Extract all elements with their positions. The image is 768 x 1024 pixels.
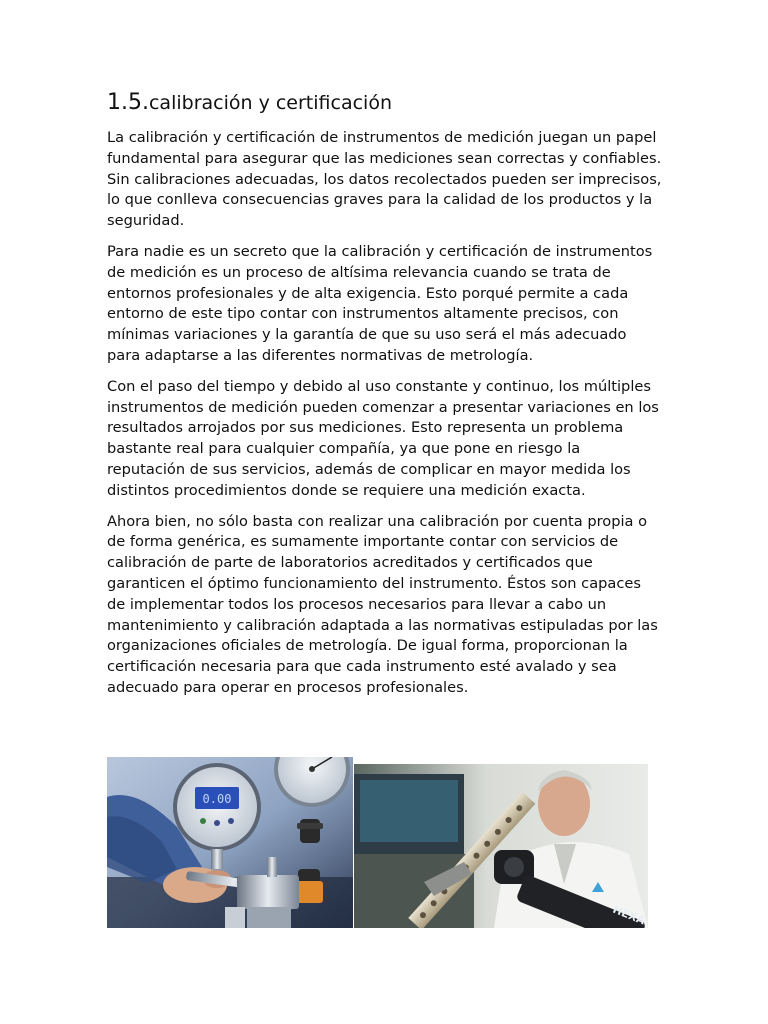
paragraph-1: La calibración y certificación de instrumentos de medición juegan un papel fundamental para asegurar que las mediciones sean correctas y confiables. Sin calibraciones adecuadas, los datos recolectados pueden ser imprecisos, lo que conlleva consecuencias graves para la calidad de los productos y la seguridad.: [107, 129, 662, 230]
paragraph-2: Para nadie es un secreto que la calibración y certificación de instrumentos de medición es un proceso de altísima relevancia cuando se trata de entornos profesionales y de alta exigencia. Esto porqué permite a cada entorno de este tipo contar con instrumentos altamente precisos, con mínimas variaciones y la garantía de que su uso será el más adecuado para adaptarse a las diferentes normativas de metrología.: [107, 242, 653, 364]
pressure-gauge-photo: [107, 757, 353, 928]
section-heading: [107, 88, 662, 118]
paragraph-4: Ahora bien, no sólo basta con realizar una calibración por cuenta propia o de forma genérica, es sumamente importante contar con servicios de calibración de parte de laboratorios acreditados y certificados que garanticen el óptimo funcionamiento del instrumento. Éstos son capaces de implementar todos los procesos necesarios para llevar a cabo un mantenimiento y calibración adaptada a las normativas estipuladas por las organizaciones oficiales de metrología. De igual forma, proporcionan la certificación necesaria para que cada instrumento esté avalado y sea adecuado para operar en procesos profesionales.: [107, 512, 658, 696]
figure-row: [107, 757, 648, 928]
gauge-readout: 0.00: [202, 792, 232, 806]
section-title: calibración y certificación: [148, 92, 392, 114]
section-number: 1.5.: [107, 90, 149, 115]
technician-measurement-photo: [354, 764, 648, 928]
document-page: [107, 88, 662, 709]
hexagon-brand-label: HEXA: [610, 902, 648, 928]
paragraph-3: Con el paso del tiempo y debido al uso constante y continuo, los múltiples instrumentos de medición pueden comenzar a presentar variaciones en los resultados arrojados por sus mediciones. Esto representa un problema bastante real para cualquier compañía, ya que pone en riesgo la reputación de sus servicios, además de complicar en mayor medida los distintos procedimientos donde se requiere una medición exacta.: [107, 377, 659, 499]
